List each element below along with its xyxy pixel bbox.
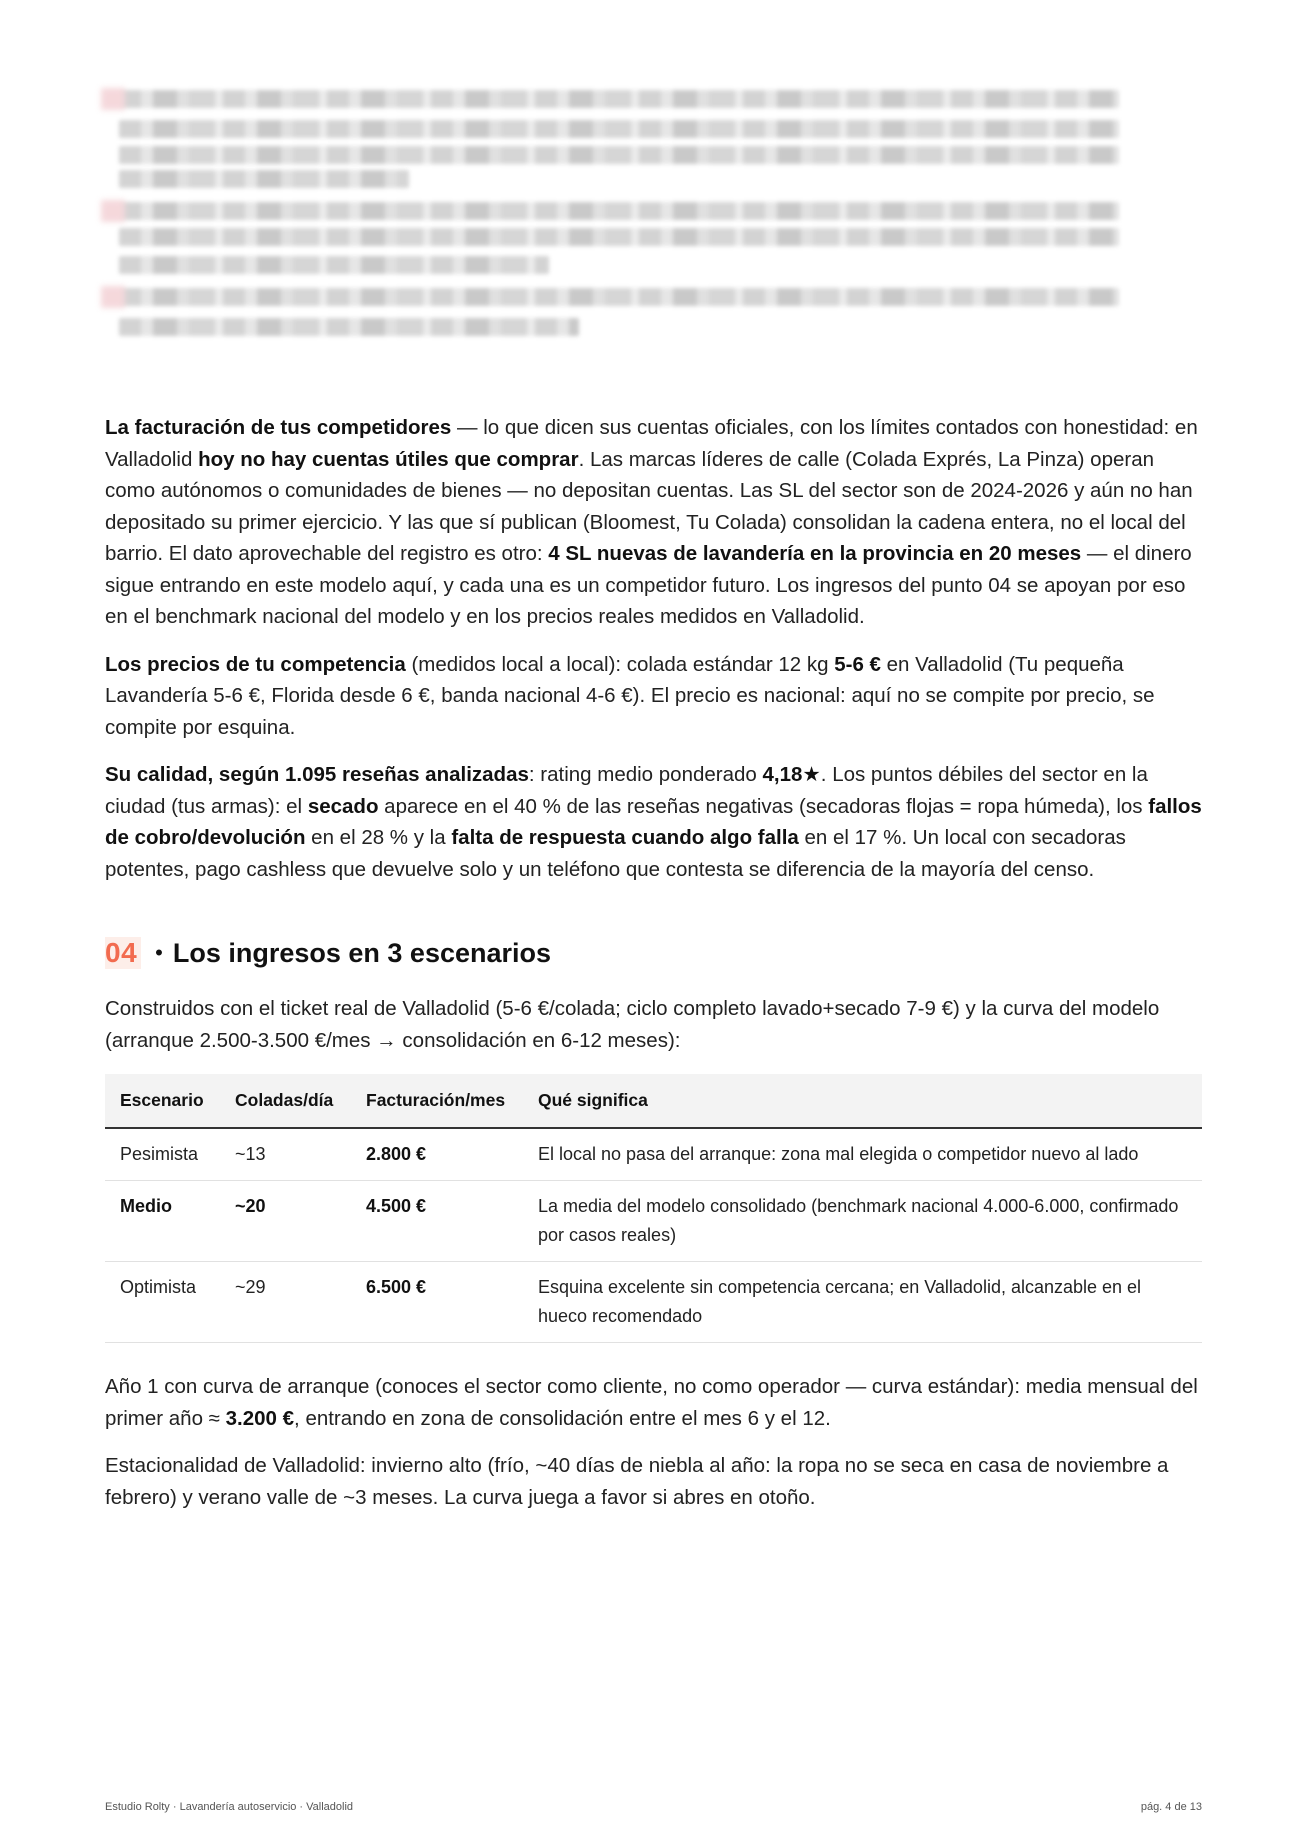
cell-facturacion: 4.500 € [351, 1181, 523, 1262]
cell-coladas: ~29 [220, 1262, 351, 1343]
cell-significa: La media del modelo consolidado (benchmark nacional 4.000-6.000, confirmado por casos reales) [523, 1181, 1202, 1262]
bold-text: hoy no hay cuentas útiles que comprar [198, 447, 579, 471]
scenarios-table [105, 1074, 1202, 1343]
text-run: — el dinero sigue entrando en este modelo aquí, y cada una es un competidor futuro. Los ingresos del punto 04 se apoyan por eso en el benchmark nacional del modelo y en los precios reales medidos en Valladolid. [105, 542, 1192, 628]
cell-facturacion: 2.800 € [351, 1128, 523, 1181]
cell-coladas: ~13 [220, 1128, 351, 1181]
table-row [105, 1262, 1202, 1343]
text-run: — lo que dicen sus cuentas oficiales, con los límites contados con honestidad: en Valladolid [105, 416, 1198, 471]
footer-document-name: Estudio Rolty · Lavandería autoservicio · Valladolid [105, 1801, 354, 1813]
competitor-paragraph [105, 412, 1202, 633]
bold-text: 4,18★ [762, 763, 821, 786]
col-header-facturacion: Facturación/mes [351, 1074, 523, 1128]
cell-scenario: Pesimista [105, 1128, 220, 1181]
cell-scenario: Medio [105, 1181, 220, 1262]
bold-text: Los precios de tu competencia [105, 652, 406, 676]
table-row [105, 1181, 1202, 1262]
table-row [105, 1128, 1202, 1181]
text-run: : rating medio ponderado [528, 763, 763, 786]
section-title: Los ingresos en 3 escenarios [172, 937, 552, 968]
bold-text: La facturación de tus competidores [105, 416, 452, 439]
section-bullet: • [155, 940, 163, 965]
text-run: Estacionalidad de Valladolid: invierno alto (frío, ~40 días de niebla al año: la ropa no se seca en casa de noviembre a febrero) y verano valle de ~3 meses. La curva juega a favor si abres en otoño. [105, 1454, 1169, 1509]
text-run: Año 1 con curva de arranque (conoces el sector como cliente, no como operador — curva estándar): media mensual del primer año ≈ [105, 1375, 1198, 1430]
section-heading [105, 933, 1202, 973]
section-number: 04 [105, 937, 141, 969]
text-run: . Los puntos débiles del sector en la ciudad (tus armas): el [105, 763, 1148, 818]
competitor-paragraphs [105, 412, 1202, 885]
bold-text: 5-6 € [834, 652, 881, 676]
cell-coladas: ~20 [220, 1181, 351, 1262]
section-intro: Construidos con el ticket real de Valladolid (5-6 €/colada; ciclo completo lavado+secado 7-9 €) y la curva del modelo (arranque 2.500-3.500 €/mes → consolidación en 6-12 meses): [105, 997, 1160, 1052]
bold-text: fallos de cobro/devolución [105, 794, 1202, 849]
col-header-escenario: Escenario [105, 1074, 220, 1128]
competitor-paragraph [105, 649, 1202, 744]
text-run: . Las marcas líderes de calle (Colada Exprés, La Pinza) operan como autónomos o comunidades de bienes — no depositan cuentas. Las SL del sector son de 2024-2026 y aún no han depositado su primer ejercicio. Y las que sí publican (Bloomest, Tu Colada) consolidan la cadena entera, no el local del barrio. El dato aprovechable del registro es otro: [105, 447, 1193, 565]
cell-facturacion: 6.500 € [351, 1262, 523, 1343]
bold-text: 4 SL nuevas de lavandería en la provincia en 20 meses [548, 542, 1082, 565]
page-footer [105, 1801, 1202, 1813]
cell-scenario: Optimista [105, 1262, 220, 1343]
cell-significa: El local no pasa del arranque: zona mal elegida o competidor nuevo al lado [523, 1128, 1202, 1181]
text-run: (medidos local a local): colada estándar 12 kg [405, 652, 835, 676]
bold-text: 3.200 € [225, 1406, 295, 1430]
redacted-text-block [105, 88, 1202, 408]
cell-significa: Esquina excelente sin competencia cercana; en Valladolid, alcanzable en el hueco recomendado [523, 1262, 1202, 1343]
text-run: en Valladolid (Tu pequeña Lavandería 5-6 €, Florida desde 6 €, banda nacional 4-6 €). El precio es nacional: aquí no se compite por precio, se compite por esquina. [105, 652, 1155, 739]
year-one-paragraphs [105, 1371, 1202, 1513]
table-header-row [105, 1074, 1202, 1128]
competitor-paragraph [105, 759, 1202, 885]
year-one-paragraph [105, 1371, 1202, 1434]
text-run: en el 17 %. Un local con secadoras potentes, pago cashless que devuelve solo y un teléfono que contesta se diferencia de la mayoría del censo. [105, 826, 1126, 881]
year-one-paragraph [105, 1450, 1202, 1513]
bold-text: secado [307, 794, 379, 818]
col-header-coladas: Coladas/día [220, 1074, 351, 1128]
footer-page-number: pág. 4 de 13 [1140, 1801, 1202, 1813]
text-run: en el 28 % y la [305, 826, 452, 849]
text-run: aparece en el 40 % de las reseñas negativas (secadoras flojas = ropa húmeda), los [378, 794, 1149, 818]
text-run: , entrando en zona de consolidación entre el mes 6 y el 12. [294, 1406, 831, 1430]
main-content [105, 412, 1202, 1529]
col-header-significa: Qué significa [523, 1074, 1202, 1128]
bold-text: falta de respuesta cuando algo falla [451, 826, 799, 849]
bold-text: Su calidad, según 1.095 reseñas analizadas [105, 763, 529, 786]
